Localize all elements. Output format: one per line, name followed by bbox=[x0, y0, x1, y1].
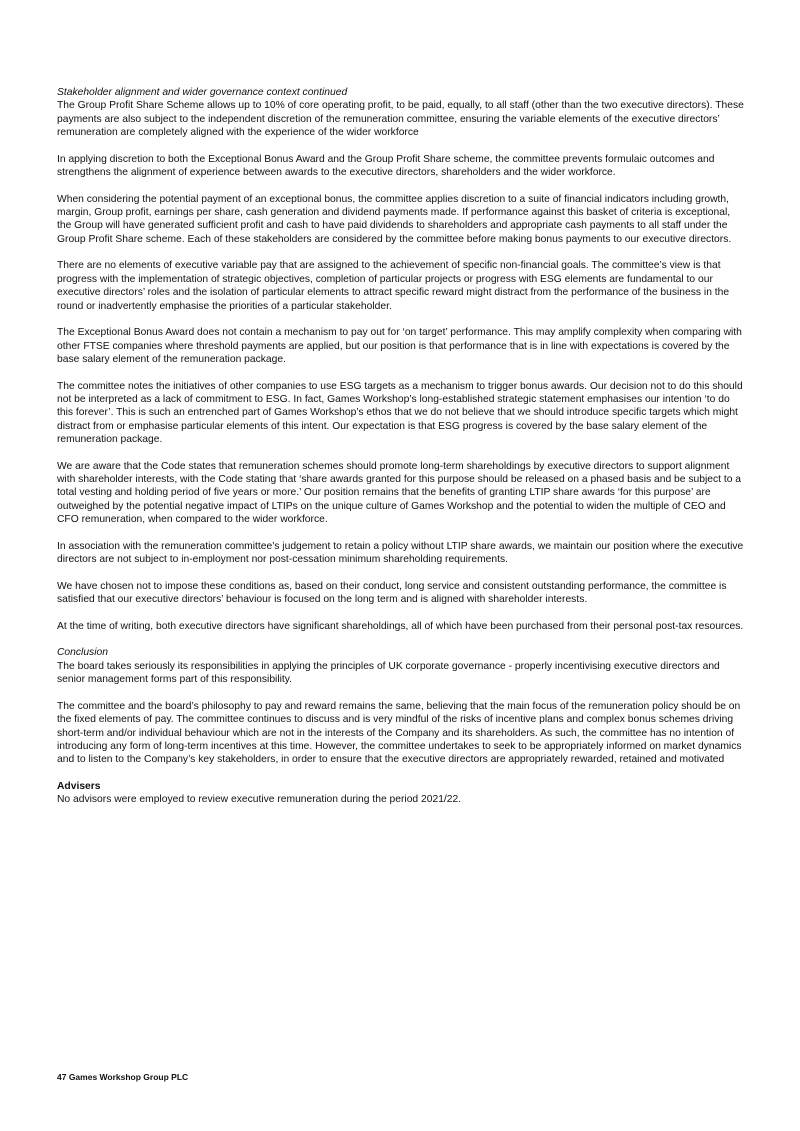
paragraph: In association with the remuneration committee’s judgement to retain a policy without LTIP share awards, we maintain our position where the executive directors are not subject to in-employment nor post-cessation minimum shareholding requirements. bbox=[57, 540, 744, 566]
document-page bbox=[57, 86, 747, 820]
paragraph: In applying discretion to both the Exceptional Bonus Award and the Group Profit Share scheme, the committee prevents formulaic outcomes and strengthens the alignment of experience between awards to the executive directors, shareholders and the wider workforce. bbox=[57, 153, 715, 179]
paragraph: The committee and the board’s philosophy to pay and reward remains the same, believing that the main focus of the remuneration policy should be on the fixed elements of pay. The committee continues to discuss and is very mindful of the risks of incentive plans and complex bonus schemes driving short-term and/or individual behaviour which are not in the interests of the Company and its shareholders. As such, the committee has no intention of introducing any form of long-term incentives at this time. However, the committee undertakes to seek to be appropriately informed on market dynamics and to listen to the Company’s key stakeholders, in order to ensure that the executive directors are appropriately rewarded, retained and motivated bbox=[57, 700, 742, 766]
page-footer: 47 Games Workshop Group PLC bbox=[57, 1072, 189, 1082]
paragraph-text: No advisors were employed to review executive remuneration during the period 2021/22. bbox=[57, 794, 462, 806]
section-stakeholder-alignment-p1 bbox=[57, 86, 747, 139]
section-heading-advisers: Advisers bbox=[57, 780, 101, 792]
paragraph: The Exceptional Bonus Award does not contain a mechanism to pay out for ‘on target’ performance. This may amplify complexity when comparing with other FTSE companies where threshold payments are applied, but our position is that performance that is in line with expectations is covered by the base salary element of the remuneration package. bbox=[57, 327, 742, 365]
paragraph: When considering the potential payment of an exceptional bonus, the committee applies discretion to a suite of financial indicators including growth, margin, Group profit, earnings per share, cash generation and dividend payments made. If performance against this basket of criteria is exceptional, the Group will have generated sufficient profit and cash to have paid dividends to shareholders and appropriate cash payments to all staff under the Group Profit Share scheme. Each of these stakeholders are considered by the committee before making bonus payments to our executive directors. bbox=[57, 193, 732, 245]
paragraph: There are no elements of executive variable pay that are assigned to the achievement of specific non-financial goals. The committee’s view is that progress with the implementation of strategic objectives, completion of particular projects or progress with ESG elements are fundamental to our executive directors’ roles and the isolation of particular elements to attract specific reward might distract from the performance of the business in the round or inadvertently emphasise the priorities of a particular stakeholder. bbox=[57, 260, 730, 312]
section-advisers bbox=[57, 780, 747, 807]
section-conclusion-p1 bbox=[57, 646, 747, 686]
paragraph: We are aware that the Code states that remuneration schemes should promote long-term shareholdings by executive directors to support alignment with shareholder interests, with the Code stating that ‘share awards granted for this purpose should be released on a phased basis and be subject to a total vesting and holding period of five years or more.’ Our position remains that the benefits of granting LTIP share awards ‘for this purpose’ are outweighed by the potential negative impact of LTIPs on the unique culture of Games Workshop and the potential to widen the multiple of CEO and CFO remuneration, when compared to the wider workforce. bbox=[57, 460, 742, 525]
paragraph-text: The Group Profit Share Scheme allows up to 10% of core operating profit, to be paid, equally, to all staff (other than the two executive directors). These payments are also subject to the independent discretion of the remuneration committee, ensuring the variable elements of the executive directors’ remuneration are completely aligned with the experience of the wider workforce bbox=[57, 100, 744, 139]
paragraph: We have chosen not to impose these conditions as, based on their conduct, long service and consistent outstanding performance, the committee is satisfied that our executive directors’ behaviour is focused on the long term and is aligned with shareholder interests. bbox=[57, 580, 727, 606]
section-heading-conclusion: Conclusion bbox=[57, 647, 108, 659]
paragraph: At the time of writing, both executive directors have significant shareholdings, all of which have been purchased from their personal post-tax resources. bbox=[57, 620, 744, 632]
paragraph: The committee notes the initiatives of other companies to use ESG targets as a mechanism to trigger bonus awards. Our decision not to do this should not be interpreted as a lack of commitment to ESG. In fact, Games Workshop’s long-established strategic statement emphasises our intention ‘to do this forever’. This is such an entrenched part of Games Workshop’s ethos that we do not believe that we should introduce specific targets which might distract from or emphasise particular elements of this intent. Our expectation is that ESG progress is covered by the base salary element of the remuneration package. bbox=[57, 380, 743, 445]
paragraph-text: The board takes seriously its responsibilities in applying the principles of UK corporate governance - properly incentivising executive directors and senior management forms part of this responsibility. bbox=[57, 660, 720, 686]
section-heading-stakeholder-alignment: Stakeholder alignment and wider governance context continued bbox=[57, 87, 348, 98]
